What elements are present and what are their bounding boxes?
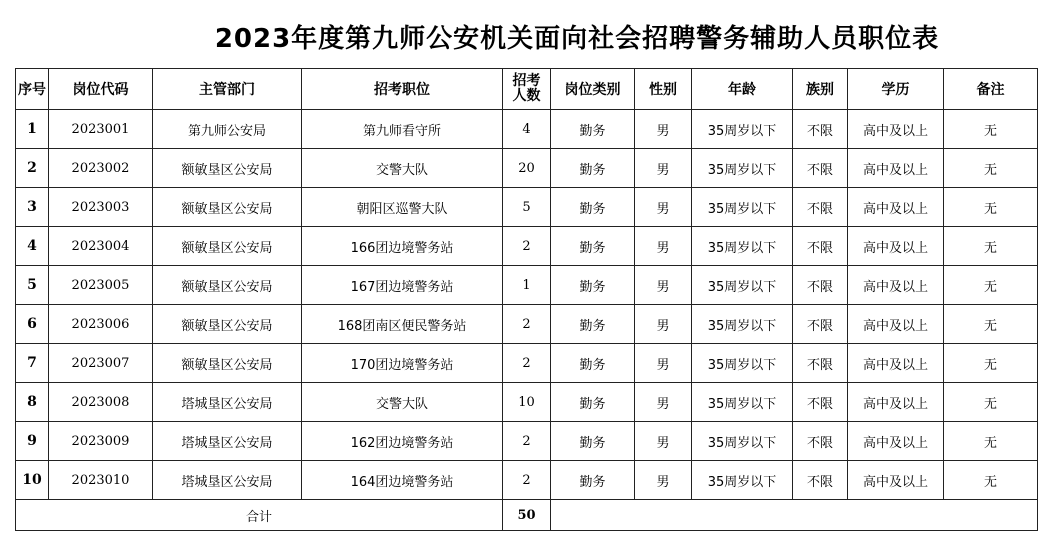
row-education: 高中及以上 — [848, 188, 944, 227]
row-notes: 无 — [944, 149, 1038, 188]
header-education: 学历 — [848, 69, 944, 110]
row-age: 35周岁以下 — [692, 461, 793, 500]
row-department: 塔城垦区公安局 — [153, 422, 302, 461]
row-category: 勤务 — [551, 149, 635, 188]
row-gender: 男 — [635, 422, 692, 461]
row-education: 高中及以上 — [848, 344, 944, 383]
row-count: 2 — [503, 305, 551, 344]
row-index: 2 — [16, 149, 49, 188]
row-age: 35周岁以下 — [692, 188, 793, 227]
row-index: 7 — [16, 344, 49, 383]
row-notes: 无 — [944, 305, 1038, 344]
row-position: 第九师看守所 — [302, 110, 503, 149]
row-category: 勤务 — [551, 227, 635, 266]
row-category: 勤务 — [551, 344, 635, 383]
table-row — [16, 422, 1038, 461]
header-code: 岗位代码 — [49, 69, 153, 110]
row-count: 20 — [503, 149, 551, 188]
row-ethnicity: 不限 — [793, 383, 848, 422]
row-age: 35周岁以下 — [692, 266, 793, 305]
table-row — [16, 110, 1038, 149]
row-education: 高中及以上 — [848, 149, 944, 188]
row-ethnicity: 不限 — [793, 149, 848, 188]
row-gender: 男 — [635, 266, 692, 305]
row-department: 第九师公安局 — [153, 110, 302, 149]
table-row — [16, 266, 1038, 305]
row-ethnicity: 不限 — [793, 110, 848, 149]
row-position: 交警大队 — [302, 383, 503, 422]
row-gender: 男 — [635, 149, 692, 188]
header-category: 岗位类别 — [551, 69, 635, 110]
header-position: 招考职位 — [302, 69, 503, 110]
row-gender: 男 — [635, 227, 692, 266]
row-count: 2 — [503, 461, 551, 500]
row-position: 168团南区便民警务站 — [302, 305, 503, 344]
row-category: 勤务 — [551, 422, 635, 461]
row-index: 5 — [16, 266, 49, 305]
row-gender: 男 — [635, 305, 692, 344]
total-row — [16, 500, 1038, 531]
row-department: 额敏垦区公安局 — [153, 305, 302, 344]
page-title: 2023年度第九师公安机关面向社会招聘警务辅助人员职位表 — [214, 24, 940, 54]
row-count: 2 — [503, 422, 551, 461]
row-department: 额敏垦区公安局 — [153, 266, 302, 305]
positions-table — [15, 68, 1038, 531]
row-code: 2023008 — [49, 383, 153, 422]
row-notes: 无 — [944, 227, 1038, 266]
header-index: 序号 — [16, 69, 49, 110]
row-position: 162团边境警务站 — [302, 422, 503, 461]
row-gender: 男 — [635, 188, 692, 227]
table-row — [16, 344, 1038, 383]
row-position: 164团边境警务站 — [302, 461, 503, 500]
table-row — [16, 227, 1038, 266]
row-index: 3 — [16, 188, 49, 227]
row-position: 166团边境警务站 — [302, 227, 503, 266]
row-ethnicity: 不限 — [793, 188, 848, 227]
row-count: 1 — [503, 266, 551, 305]
row-ethnicity: 不限 — [793, 305, 848, 344]
row-index: 10 — [16, 461, 49, 500]
row-category: 勤务 — [551, 110, 635, 149]
row-count: 2 — [503, 227, 551, 266]
row-ethnicity: 不限 — [793, 422, 848, 461]
row-education: 高中及以上 — [848, 266, 944, 305]
table-row — [16, 188, 1038, 227]
row-department: 额敏垦区公安局 — [153, 188, 302, 227]
row-category: 勤务 — [551, 188, 635, 227]
row-index: 1 — [16, 110, 49, 149]
header-count — [503, 69, 551, 110]
row-position: 交警大队 — [302, 149, 503, 188]
row-education: 高中及以上 — [848, 227, 944, 266]
row-department: 塔城垦区公安局 — [153, 383, 302, 422]
row-ethnicity: 不限 — [793, 227, 848, 266]
row-category: 勤务 — [551, 305, 635, 344]
total-empty — [551, 500, 1038, 531]
row-code: 2023007 — [49, 344, 153, 383]
row-code: 2023009 — [49, 422, 153, 461]
row-code: 2023005 — [49, 266, 153, 305]
table-row — [16, 383, 1038, 422]
row-code: 2023003 — [49, 188, 153, 227]
row-notes: 无 — [944, 188, 1038, 227]
row-department: 额敏垦区公安局 — [153, 344, 302, 383]
row-ethnicity: 不限 — [793, 344, 848, 383]
row-index: 4 — [16, 227, 49, 266]
header-gender: 性别 — [635, 69, 692, 110]
row-education: 高中及以上 — [848, 461, 944, 500]
header-ethnicity: 族别 — [793, 69, 848, 110]
row-notes: 无 — [944, 422, 1038, 461]
table-row — [16, 461, 1038, 500]
row-department: 塔城垦区公安局 — [153, 461, 302, 500]
table-row — [16, 305, 1038, 344]
row-code: 2023002 — [49, 149, 153, 188]
row-ethnicity: 不限 — [793, 266, 848, 305]
row-department: 额敏垦区公安局 — [153, 149, 302, 188]
row-count: 2 — [503, 344, 551, 383]
row-notes: 无 — [944, 266, 1038, 305]
row-notes: 无 — [944, 461, 1038, 500]
row-notes: 无 — [944, 344, 1038, 383]
row-index: 9 — [16, 422, 49, 461]
row-age: 35周岁以下 — [692, 149, 793, 188]
header-count-line1: 招考 — [512, 73, 541, 89]
row-education: 高中及以上 — [848, 305, 944, 344]
total-label: 合计 — [16, 500, 503, 531]
row-count: 10 — [503, 383, 551, 422]
row-age: 35周岁以下 — [692, 344, 793, 383]
row-count: 5 — [503, 188, 551, 227]
row-code: 2023010 — [49, 461, 153, 500]
row-position: 朝阳区巡警大队 — [302, 188, 503, 227]
row-category: 勤务 — [551, 266, 635, 305]
row-index: 8 — [16, 383, 49, 422]
row-index: 6 — [16, 305, 49, 344]
row-gender: 男 — [635, 110, 692, 149]
row-education: 高中及以上 — [848, 383, 944, 422]
total-value: 50 — [503, 500, 551, 531]
row-gender: 男 — [635, 461, 692, 500]
row-category: 勤务 — [551, 461, 635, 500]
row-gender: 男 — [635, 383, 692, 422]
row-code: 2023006 — [49, 305, 153, 344]
row-category: 勤务 — [551, 383, 635, 422]
row-age: 35周岁以下 — [692, 383, 793, 422]
row-notes: 无 — [944, 383, 1038, 422]
header-row — [16, 69, 1038, 110]
row-department: 额敏垦区公安局 — [153, 227, 302, 266]
row-position: 167团边境警务站 — [302, 266, 503, 305]
row-position: 170团边境警务站 — [302, 344, 503, 383]
header-notes: 备注 — [944, 69, 1038, 110]
header-department: 主管部门 — [153, 69, 302, 110]
row-gender: 男 — [635, 344, 692, 383]
row-age: 35周岁以下 — [692, 305, 793, 344]
table-row — [16, 149, 1038, 188]
header-count-line2: 人数 — [512, 88, 541, 104]
row-code: 2023004 — [49, 227, 153, 266]
header-age: 年龄 — [692, 69, 793, 110]
row-education: 高中及以上 — [848, 422, 944, 461]
row-education: 高中及以上 — [848, 110, 944, 149]
row-code: 2023001 — [49, 110, 153, 149]
row-count: 4 — [503, 110, 551, 149]
row-age: 35周岁以下 — [692, 110, 793, 149]
row-age: 35周岁以下 — [692, 227, 793, 266]
row-age: 35周岁以下 — [692, 422, 793, 461]
row-ethnicity: 不限 — [793, 461, 848, 500]
row-notes: 无 — [944, 110, 1038, 149]
